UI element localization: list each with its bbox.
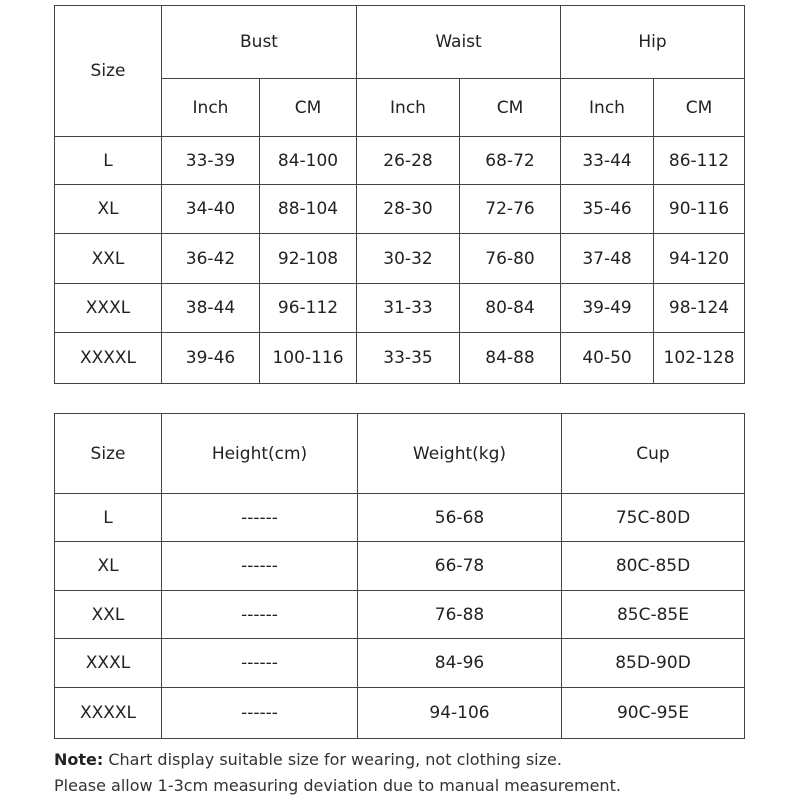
size-cell: XXXXL	[55, 688, 162, 739]
size-cell: L	[55, 494, 162, 542]
bust-header: Bust	[162, 6, 357, 79]
table-row	[55, 137, 745, 185]
waist-inch-cell: 30-32	[357, 234, 460, 284]
hip-inch-cell: 39-49	[561, 284, 654, 333]
weight-cell: 56-68	[358, 494, 562, 542]
waist-cm-cell: 80-84	[460, 284, 561, 333]
waist-inch-cell: 33-35	[357, 333, 460, 384]
table-row	[55, 688, 745, 739]
waist-header: Waist	[357, 6, 561, 79]
size-header: Size	[55, 414, 162, 494]
table-row	[55, 284, 745, 333]
size-cell: XXL	[55, 591, 162, 639]
waist-cm-cell: 84-88	[460, 333, 561, 384]
table-row	[55, 591, 745, 639]
note-label: Note:	[54, 750, 104, 769]
table-row	[55, 185, 745, 234]
size-header: Size	[55, 6, 162, 137]
bust-cm-cell: 96-112	[260, 284, 357, 333]
size-cell: XXL	[55, 234, 162, 284]
bust-cm-cell: 92-108	[260, 234, 357, 284]
hip-cm-header: CM	[654, 79, 745, 137]
hip-cm-cell: 86-112	[654, 137, 745, 185]
waist-cm-cell: 76-80	[460, 234, 561, 284]
height-cell: ------	[162, 688, 358, 739]
table-row	[55, 494, 745, 542]
table-row	[55, 639, 745, 688]
hip-inch-cell: 40-50	[561, 333, 654, 384]
weight-cell: 76-88	[358, 591, 562, 639]
size-cell: XL	[55, 542, 162, 591]
height-cell: ------	[162, 591, 358, 639]
cup-cell: 85C-85E	[562, 591, 745, 639]
height-cell: ------	[162, 542, 358, 591]
bust-inch-cell: 38-44	[162, 284, 260, 333]
height-header: Height(cm)	[162, 414, 358, 494]
bust-inch-cell: 39-46	[162, 333, 260, 384]
waist-inch-cell: 28-30	[357, 185, 460, 234]
bust-inch-cell: 36-42	[162, 234, 260, 284]
cup-cell: 75C-80D	[562, 494, 745, 542]
hip-cm-cell: 90-116	[654, 185, 745, 234]
weight-cell: 84-96	[358, 639, 562, 688]
waist-cm-cell: 68-72	[460, 137, 561, 185]
cup-cell: 85D-90D	[562, 639, 745, 688]
height-weight-cup-table	[54, 413, 745, 739]
waist-inch-header: Inch	[357, 79, 460, 137]
waist-cm-header: CM	[460, 79, 561, 137]
hip-inch-header: Inch	[561, 79, 654, 137]
weight-cell: 66-78	[358, 542, 562, 591]
hip-cm-cell: 102-128	[654, 333, 745, 384]
table-row	[55, 234, 745, 284]
weight-cell: 94-106	[358, 688, 562, 739]
hip-cm-cell: 98-124	[654, 284, 745, 333]
bust-cm-cell: 88-104	[260, 185, 357, 234]
waist-inch-cell: 26-28	[357, 137, 460, 185]
size-cell: XL	[55, 185, 162, 234]
hip-inch-cell: 35-46	[561, 185, 654, 234]
bust-inch-cell: 34-40	[162, 185, 260, 234]
bust-inch-cell: 33-39	[162, 137, 260, 185]
waist-inch-cell: 31-33	[357, 284, 460, 333]
weight-header: Weight(kg)	[358, 414, 562, 494]
waist-cm-cell: 72-76	[460, 185, 561, 234]
bust-cm-cell: 84-100	[260, 137, 357, 185]
hip-inch-cell: 37-48	[561, 234, 654, 284]
hip-cm-cell: 94-120	[654, 234, 745, 284]
size-cell: XXXXL	[55, 333, 162, 384]
bust-cm-header: CM	[260, 79, 357, 137]
height-cell: ------	[162, 639, 358, 688]
hip-inch-cell: 33-44	[561, 137, 654, 185]
size-cell: L	[55, 137, 162, 185]
size-cell: XXXL	[55, 284, 162, 333]
hip-header: Hip	[561, 6, 745, 79]
bust-cm-cell: 100-116	[260, 333, 357, 384]
height-cell: ------	[162, 494, 358, 542]
cup-header: Cup	[562, 414, 745, 494]
body-measurement-table	[54, 5, 745, 384]
cup-cell: 90C-95E	[562, 688, 745, 739]
table-row	[55, 333, 745, 384]
note-text: Chart display suitable size for wearing, not clothing size.	[103, 750, 562, 769]
cup-cell: 80C-85D	[562, 542, 745, 591]
table-row	[55, 542, 745, 591]
note-line-1	[54, 750, 562, 769]
size-cell: XXXL	[55, 639, 162, 688]
bust-inch-header: Inch	[162, 79, 260, 137]
note-line-2: Please allow 1-3cm measuring deviation due to manual measurement.	[54, 776, 621, 795]
